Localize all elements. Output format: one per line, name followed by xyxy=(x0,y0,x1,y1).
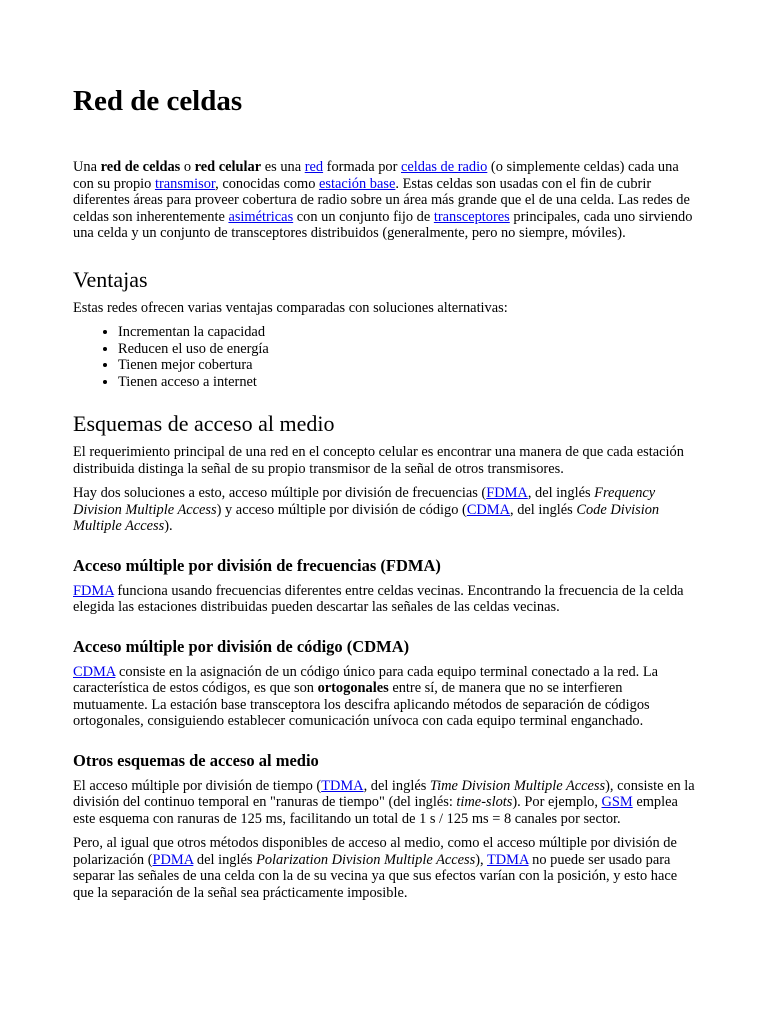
fdma-paragraph: FDMA funciona usando frecuencias diferentes entre celdas vecinas. Encontrando la frecuencia de la celda elegida las estaciones distribuidas pueden descartar las señales de las celdas vecinas. xyxy=(73,582,684,615)
otros-paragraph-2: Pero, al igual que otros métodos disponibles de acceso al medio, como el acceso múltiple por división de polarización (PDMA del inglés Polarization Division Multiple Access), TDMA no puede ser usado para separar las señales de una celda con la de su vecina ya que sus efectos varían con la posición, y esto hace que la separación de la señal sea prácticamente imposible. xyxy=(73,835,678,901)
link-fdma[interactable]: FDMA xyxy=(486,485,528,501)
spacer xyxy=(73,543,698,555)
ventajas-intro: Estas redes ofrecen varias ventajas comparadas con soluciones alternativas: xyxy=(73,299,508,316)
esquemas-paragraph-1: El requerimiento principal de una red en el concepto celular es encontrar una manera de que cada estación distribuida distinga la señal de su propio transmisor de la señal de otros transmisores. xyxy=(73,444,684,477)
link-fdma-section[interactable]: FDMA xyxy=(73,582,114,599)
link-estacion-base[interactable]: estación base xyxy=(319,175,396,192)
spacer xyxy=(73,250,698,266)
otros-paragraph-1: El acceso múltiple por división de tiempo (TDMA, del inglés Time Division Multiple Access), consiste en la división del continuo temporal en "ranuras de tiempo" (del inglés: time-slots). Por ejemplo, GSM emplea este esquema con ranuras de 125 ms, facilitando un total de 1 s / 125 ms = 8 canales por sector. xyxy=(73,777,695,827)
spacer xyxy=(73,624,698,636)
list-item: • Reducen el uso de energía xyxy=(118,341,698,358)
link-pdma[interactable]: PDMA xyxy=(152,851,194,868)
intro-paragraph: Una red de celdas o red celular es una red formada por celdas de radio (o simplemente celdas) cada una con su propio transmisor, conocidas como estación base. Estas celdas son usadas con el fin de cubrir diferentes áreas para proveer cobertura de radio sobre un área más grande que el de una celda. Las redes de celdas son inherentemente asimétricas con un conjunto fijo de transceptores principales, cada uno sirviendo una celda y un conjunto de transceptores distribuidos (generalmente, pero no siempre, móviles). xyxy=(73,159,693,241)
link-celdas-de-radio[interactable]: celdas de radio xyxy=(401,159,488,175)
spacer xyxy=(73,390,698,410)
heading-fdma: Acceso múltiple por división de frecuencias (FDMA) xyxy=(73,555,441,575)
link-asimetricas[interactable]: asimétricas xyxy=(228,208,294,225)
heading-otros: Otros esquemas de acceso al medio xyxy=(73,750,319,770)
link-tdma-2[interactable]: TDMA xyxy=(486,851,529,868)
term-red-celular: red celular xyxy=(194,159,262,175)
link-transceptores[interactable]: transceptores xyxy=(433,208,510,225)
list-item: • Tienen acceso a internet xyxy=(118,374,698,391)
heading-esquemas: Esquemas de acceso al medio xyxy=(73,411,335,436)
heading-ventajas: Ventajas xyxy=(73,266,148,292)
spacer xyxy=(73,738,698,750)
link-transmisor[interactable]: transmisor xyxy=(154,175,216,192)
article-body xyxy=(73,83,698,909)
heading-cdma: Acceso múltiple por división de código (CDMA) xyxy=(73,636,410,656)
page-title: Red de celdas xyxy=(73,85,243,117)
list-item: • Incrementan la capacidad xyxy=(118,324,698,341)
cdma-paragraph: CDMA consiste en la asignación de un código único para cada equipo terminal conectado a la red. La característica de estos códigos, es que son ortogonales entre sí, de manera que no se interfieren mutuamente. La estación base transceptora los descifra aplicando métodos de separación de códigos ortogonales, consiguiendo establecer comunicación unívoca con cada equipo terminal enganchado. xyxy=(73,663,659,729)
link-cdma[interactable]: CDMA xyxy=(466,501,510,518)
term-ortogonales: ortogonales xyxy=(317,680,389,696)
link-tdma[interactable]: TDMA xyxy=(321,777,364,794)
esquemas-paragraph-2: Hay dos soluciones a esto, acceso múltiple por división de frecuencias (FDMA, del inglés Frequency Division Multiple Access) y acceso múltiple por división de código (CDMA, del inglés Code Division Multiple Access). xyxy=(73,485,660,534)
link-cdma-section[interactable]: CDMA xyxy=(73,663,116,680)
link-gsm[interactable]: GSM xyxy=(601,794,633,810)
term-red-de-celdas: red de celdas xyxy=(100,159,181,175)
ventajas-list xyxy=(73,324,698,390)
link-red[interactable]: red xyxy=(304,159,324,175)
list-item: • Tienen mejor cobertura xyxy=(118,357,698,374)
